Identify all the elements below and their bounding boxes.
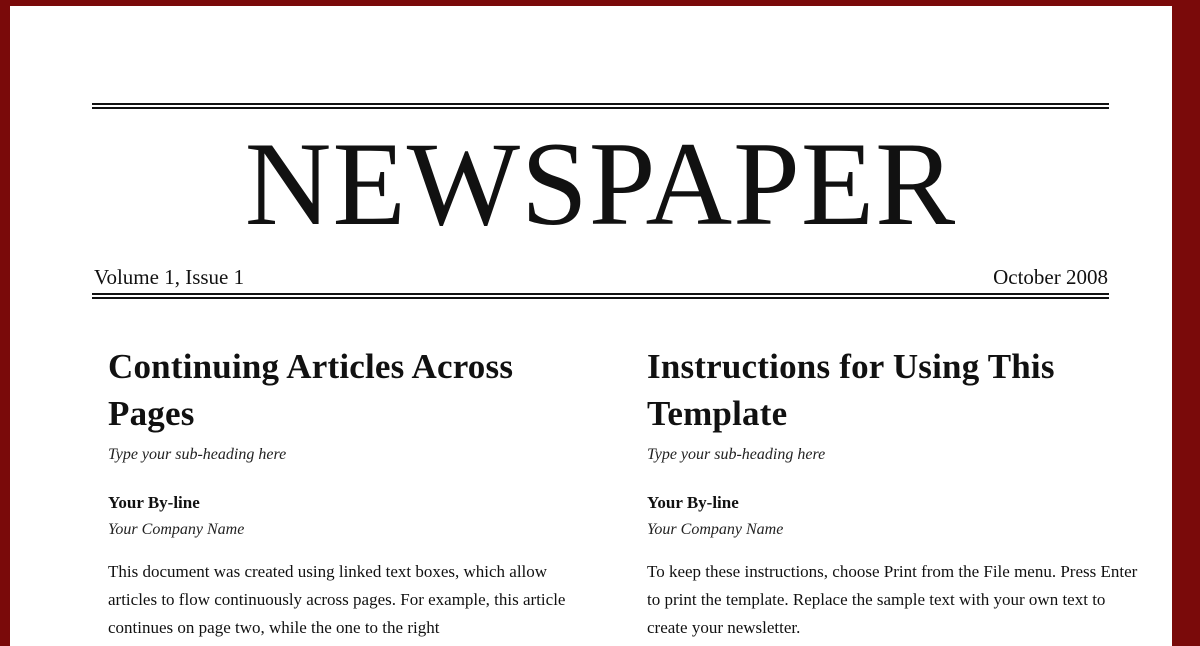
issue-date: October 2008 — [993, 265, 1108, 289]
article-right — [647, 343, 1147, 642]
article-subheading: Type your sub-heading here — [108, 446, 287, 463]
article-body: To keep these instructions, choose Print from the File menu. Press Enter to print the template. Replace the sample text with your own text to create your newsletter. — [647, 562, 1138, 637]
article-left — [108, 343, 608, 642]
article-subheading: Type your sub-heading here — [647, 446, 826, 463]
issue-number: Volume 1, Issue 1 — [94, 265, 245, 289]
masthead-bottom-rule — [92, 293, 1109, 299]
article-headline: Instructions for Using This Template — [647, 347, 1055, 433]
article-body: This document was created using linked text boxes, which allow articles to flow continuously across pages. For example, this article continues on page two, while the one to the right — [108, 562, 566, 637]
masthead-top-rule — [92, 103, 1109, 109]
article-company: Your Company Name — [647, 521, 784, 538]
newspaper-page — [10, 6, 1172, 646]
article-company: Your Company Name — [108, 521, 245, 538]
article-byline: Your By-line — [647, 493, 739, 512]
article-byline: Your By-line — [108, 493, 200, 512]
article-headline: Continuing Articles Across Pages — [108, 347, 514, 433]
masthead-title: NEWSPAPER — [244, 117, 957, 250]
issue-line — [94, 264, 1108, 290]
